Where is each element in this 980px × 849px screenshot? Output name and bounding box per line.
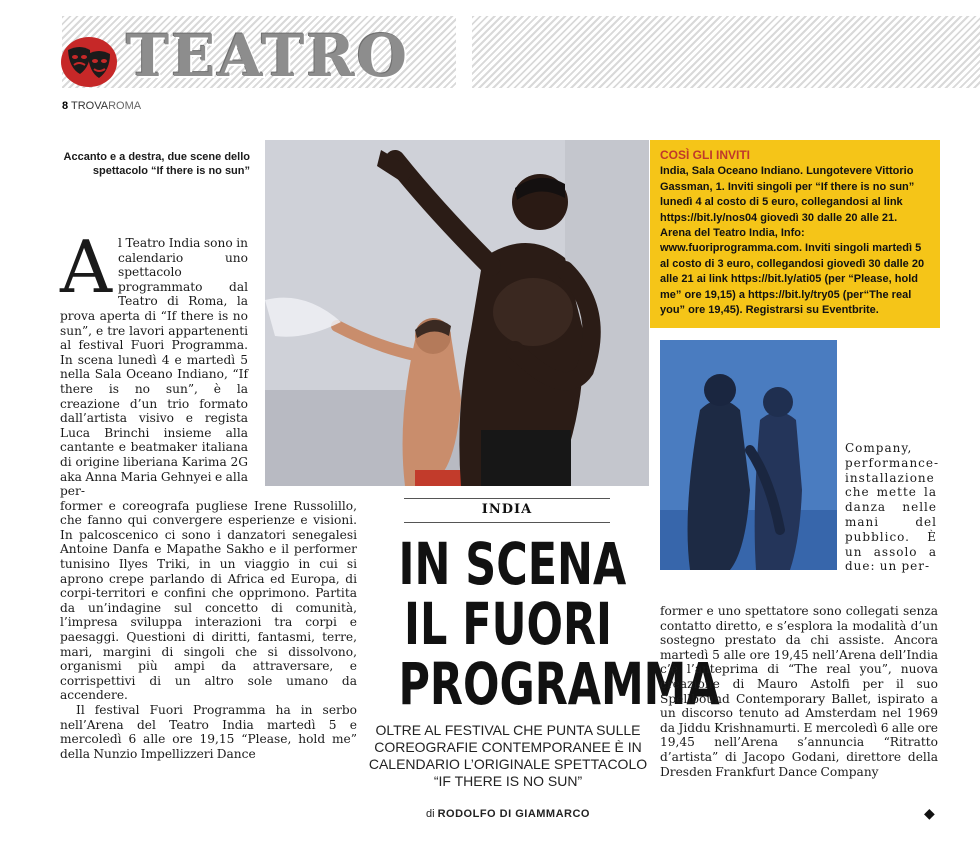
header-pattern-right	[472, 16, 980, 88]
headline-line-1: IN SCENA	[398, 530, 627, 598]
theatre-masks-icon	[60, 36, 118, 88]
kicker-rule-bottom	[404, 522, 610, 523]
deck: OLTRE AL FESTIVAL CHE PUNTA SULLE COREOGRAFIE CONTEMPORANEE È IN CALENDARIO L’ORIGINALE SPETTACOLO “IF THERE IS NO SUN”	[368, 722, 648, 789]
kicker: INDIA	[481, 502, 533, 517]
article-column-1	[60, 225, 357, 761]
headline-line-2: IL FUORI	[404, 590, 612, 658]
invitations-title: COSÌ GLI INVITI	[660, 148, 751, 162]
article-text-wide: former e coreografa pugliese Irene Russolillo, che fanno qui convergere esperienze e visioni. In palcoscenico ci sono i danzatori senegalesi Antoine Danfa e Mapathe Sakho e il performer tunisino Ilyes Triki, in un viaggio in cui si aprono crepe parlando di Africa ed Europa, di corpi-territori e confini che opprimono. Partita da un’indagine sul concetto di comunità, l’impresa sviluppa interazioni tra corpi e paesaggi. Questioni di diritti, fantasmi, terre, mari, margini di singoli che si dissolvono, organismi più ampi da attraversare, e corrispettivi di un altro sole umano da accendere.	[60, 498, 357, 703]
page-folio	[62, 100, 141, 112]
kicker-rule-top	[404, 498, 610, 499]
publication-name: TROVAROMA	[70, 100, 142, 112]
headline	[398, 530, 720, 718]
drop-cap: A	[60, 225, 112, 309]
byline	[360, 808, 656, 820]
section-title: TEATRO	[126, 22, 410, 90]
invitations-text: India, Sala Oceano Indiano. Lungotevere Vittorio Gassman, 1. Inviti singoli per “If there is no sun” lunedì 4 al costo di 5 euro, collegandosi al link https://bit.ly/nos04 giovedì 30 dalle 20 alle 21. Arena del Teatro India, Info: www.fuoriprogramma.com. Inviti singoli martedì 5 al costo di 3 euro, collegandosi giovedì 30 dalle 20 alle 21 ai link https://bit.ly/ati05 (per “Please, hold me” ore 19,15) a https://bit.ly/try05 (per“The real you” ore 19,45). Registrarsi su Eventbrite.	[660, 165, 925, 317]
headline-line-3: PROGRAMMA	[398, 650, 720, 718]
byline-author: RODOLFO DI GIAMMARCO	[437, 808, 590, 820]
article-paragraph-2: Il festival Fuori Programma ha in serbo nell’Arena del Teatro India martedì 5 e mercoledì 6 alle ore 19,15 “Please, hold me” della Nunzio Impellizzeri Dance	[60, 703, 357, 761]
article-column-3-wide: former e uno spettatore sono collegati senza contatto diretto, e s’esplora la modalità d’un sostegno prestato da chi assiste. Ancora martedì 5 alle ore 19,45 nell’Arena dell’India c’è l’anteprima di “The real you”, nuova creazione di Mauro Astolfi per il suo Spellbound Contemporary Ballet, ispirato a un discorso tenuto ad Amsterdam nel 1969 da Jiddu Krishnamurti. E mercoledì 6 alle ore 19,45 nell’Arena s’annuncia “Ritratto d’artista” di Jacopo Godani, direttore della Dresden Frankfurt Dance Company	[660, 604, 938, 779]
photo-caption: Accanto e a destra, due scene dello spettacolo “If there is no sun”	[63, 151, 250, 177]
page-number: 8	[62, 100, 69, 112]
byline-prefix: di	[425, 808, 435, 820]
end-mark: ◆	[924, 806, 935, 822]
invitations-box	[650, 140, 940, 328]
article-text-narrow: l Teatro India sono in calendario uno spettacolo programmato dal Teatro di Roma, la prova aperta di “If there is no sun”, e tre lavori appartenenti al festival Fuori Programma. In scena lunedì 4 e martedì 5 nella Sala Oceano Indiano, “If there is no sun”, è la creazione d’un trio formato dall’artista visivo e regista Luca Brinchi insieme alla cantante e beatmaker italiana di origine liberiana Karima 2G aka Anna Maria Gehnyei e alla per-	[60, 236, 248, 499]
article-column-3-narrow: Company, performance-installazione che mette la danza nelle mani del pubblico. È un assolo a due: un per-	[845, 441, 940, 574]
side-photo	[660, 340, 837, 570]
side-photo-illustration	[660, 340, 837, 570]
